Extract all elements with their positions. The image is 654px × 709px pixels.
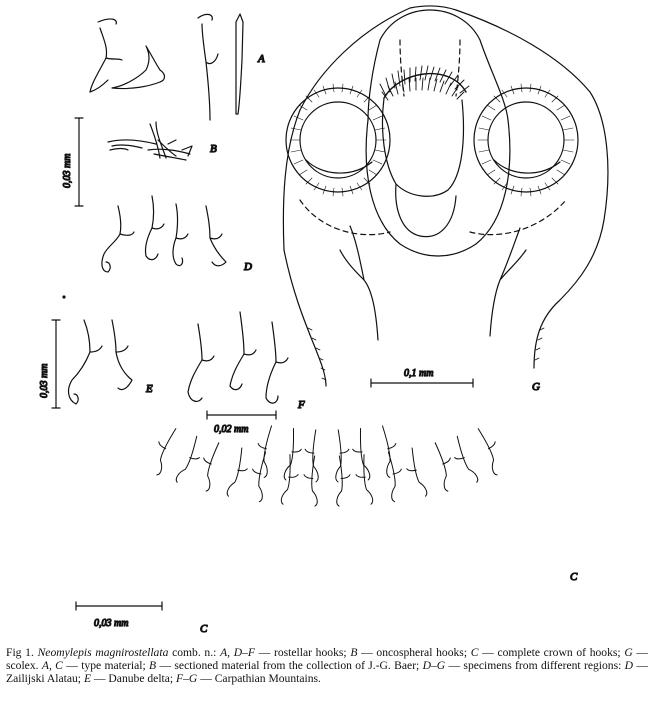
- caption-panel-ref: D–G: [422, 659, 446, 672]
- caption-fig: Fig 1.: [6, 646, 34, 659]
- crown-hook: [146, 424, 180, 475]
- panel-d-hooks: [102, 196, 226, 272]
- caption-text: — oncospheral hooks;: [357, 646, 471, 659]
- panel-c-label-left: C: [200, 623, 208, 635]
- caption-text: — type material;: [62, 659, 150, 672]
- caption-panel-ref: B: [149, 659, 157, 672]
- crown-hook: [252, 424, 275, 478]
- crown-hook: [284, 428, 304, 481]
- panel-a-hooks: [90, 14, 243, 120]
- panel-f-hooks: [188, 312, 288, 403]
- panel-b-hooks: [108, 122, 192, 160]
- caption-species: Neomylepis magnirostellata: [37, 646, 169, 659]
- caption-text: comb. n.:: [168, 646, 221, 659]
- caption-panel-ref: A, C: [41, 659, 63, 672]
- crown-hook: [354, 454, 373, 505]
- caption-panel-ref: A, D–F: [220, 646, 255, 659]
- panel-c-crown: [146, 424, 508, 506]
- crown-hook: [175, 435, 206, 487]
- crown-hook: [195, 440, 223, 492]
- panel-a-label: A: [258, 53, 265, 65]
- figure-caption: [6, 646, 648, 685]
- caption-panel-ref: C: [470, 646, 479, 659]
- scale-label-de: 0,03 mm: [39, 363, 50, 398]
- caption-panel-ref: G: [624, 646, 633, 659]
- caption-panel-ref: F–G: [176, 672, 198, 685]
- panel-b-label: B: [210, 143, 217, 155]
- caption-text: — Zailijski Alatau;: [6, 659, 648, 685]
- caption-text: — scolex.: [6, 646, 648, 672]
- caption-text: — Carpathian Mountains.: [197, 672, 321, 685]
- caption-panel-ref: D: [624, 659, 634, 672]
- caption-text: — specimens from different regions:: [445, 659, 625, 672]
- crown-hook: [448, 435, 479, 487]
- panel-f-label: F: [298, 399, 305, 411]
- crown-hook: [226, 447, 251, 499]
- crown-hook: [431, 440, 459, 492]
- scale-label-f: 0,02 mm: [214, 424, 249, 435]
- caption-text: — rostellar hooks;: [255, 646, 351, 659]
- scale-label-g: 0,1 mm: [404, 368, 434, 379]
- caption-text: — complete crown of hooks;: [478, 646, 625, 659]
- panel-c-label-right: C: [570, 571, 578, 583]
- caption-text: — sectioned material from the collection of J.-G. Baer;: [156, 659, 423, 672]
- crown-hook: [351, 428, 371, 481]
- caption-text: — Danube delta;: [91, 672, 177, 685]
- crown-hook: [281, 454, 300, 505]
- panel-g-scolex: [283, 6, 608, 386]
- panel-g-label: G: [532, 381, 540, 393]
- crown-hook: [378, 424, 401, 478]
- scale-label-c: 0,03 mm: [94, 618, 129, 629]
- crown-hook: [474, 424, 508, 475]
- speck: [62, 295, 65, 298]
- caption-panel-ref: B: [350, 646, 358, 659]
- caption-panel-ref: E: [83, 672, 92, 685]
- scale-label-ab: 0,03 mm: [62, 153, 73, 188]
- panel-e-hooks: [69, 320, 132, 404]
- crown-hook: [402, 447, 427, 499]
- panel-d-label: D: [244, 261, 252, 273]
- panel-e-label: E: [146, 383, 153, 395]
